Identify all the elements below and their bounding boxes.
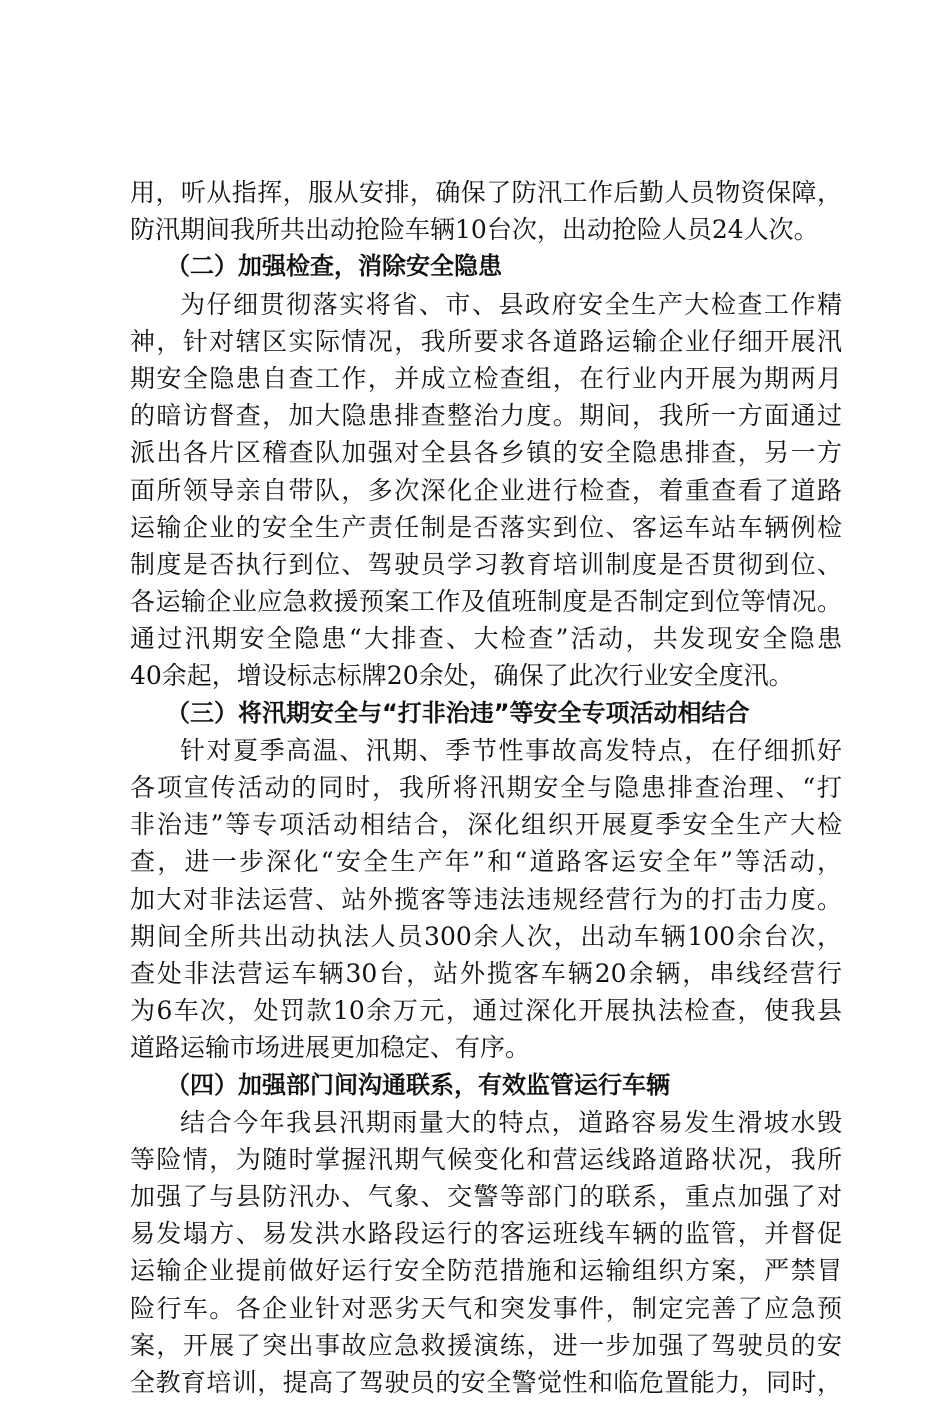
paragraph-line: 加大对非法运营、站外揽客等违法违规经营行为的打击力度。 bbox=[130, 884, 842, 914]
section-heading: （四）加强部门间沟通联系，有效监管运行车辆 bbox=[166, 1070, 670, 1099]
section-heading: （三）将汛期安全与“打非治违”等安全专项活动相结合 bbox=[166, 698, 750, 727]
paragraph-line: 派出各片区稽查队加强对全县各乡镇的安全隐患排查，另一方 bbox=[130, 438, 842, 468]
paragraph-line: 为6车次，处罚款10余万元，通过深化开展执法检查，使我县 bbox=[130, 996, 842, 1026]
paragraph-line: 案，开展了突出事故应急救援演练，进一步加强了驾驶员的安 bbox=[130, 1330, 842, 1360]
paragraph-first-line: 为仔细贯彻落实将省、市、县政府安全生产大检查工作精 bbox=[180, 289, 842, 319]
paragraph-line: 各项宣传活动的同时，我所将汛期安全与隐患排查治理、“打 bbox=[130, 773, 842, 802]
document-body bbox=[130, 174, 842, 1401]
paragraph-line: 运输企业的安全生产责任制是否落实到位、客运车站车辆例检 bbox=[130, 512, 842, 542]
paragraph-line: 神，针对辖区实际情况，我所要求各道路运输企业仔细开展汛 bbox=[130, 326, 842, 356]
paragraph-line: 全教育培训，提高了驾驶员的安全警觉性和临危置能力，同时， bbox=[130, 1368, 842, 1397]
paragraph-line: 面所领导亲自带队，多次深化企业进行检查，着重查看了道路 bbox=[130, 475, 842, 505]
section-heading: （二）加强检查，消除安全隐患 bbox=[166, 252, 502, 281]
paragraph-line: 防汛期间我所共出动抢险车辆10台次，出动抢险人员24人次。 bbox=[130, 215, 819, 245]
paragraph-line: 期间全所共出动执法人员300余人次，出动车辆100余台次， bbox=[130, 921, 842, 951]
paragraph-line: 加强了与县防汛办、气象、交警等部门的联系，重点加强了对 bbox=[130, 1182, 842, 1212]
paragraph-first-line: 结合今年我县汛期雨量大的特点，道路容易发生滑坡水毁 bbox=[180, 1107, 842, 1137]
paragraph-line: 制度是否执行到位、驾驶员学习教育培训制度是否贯彻到位、 bbox=[130, 549, 842, 579]
paragraph-line: 运输企业提前做好运行安全防范措施和运输组织方案，严禁冒 bbox=[130, 1256, 842, 1286]
paragraph-line: 等险情，为随时掌握汛期气候变化和营运线路道路状况，我所 bbox=[130, 1144, 842, 1174]
paragraph-line: 的暗访督查，加大隐患排查整治力度。期间，我所一方面通过 bbox=[130, 401, 842, 431]
paragraph-line: 道路运输市场进展更加稳定、有序。 bbox=[130, 1033, 531, 1063]
paragraph-line: 非治违”等专项活动相结合，深化组织开展夏季安全生产大检 bbox=[130, 810, 842, 840]
paragraph-line: 险行车。各企业针对恶劣天气和突发事件，制定完善了应急预 bbox=[130, 1293, 842, 1323]
paragraph-line: 用，听从指挥，服从安排，确保了防汛工作后勤人员物资保障， bbox=[130, 178, 842, 207]
paragraph-line: 期安全隐患自查工作，并成立检查组，在行业内开展为期两月 bbox=[130, 363, 842, 393]
paragraph-line: 查处非法营运车辆30台，站外揽客车辆20余辆，串线经营行 bbox=[130, 958, 842, 988]
paragraph-line: 查，进一步深化“安全生产年”和“道路客运安全年”等活动， bbox=[130, 847, 842, 877]
paragraph-first-line: 针对夏季高温、汛期、季节性事故高发特点，在仔细抓好 bbox=[180, 735, 842, 765]
paragraph-line: 各运输企业应急救援预案工作及值班制度是否制定到位等情况。 bbox=[130, 587, 842, 617]
paragraph-line: 通过汛期安全隐患“大排查、大检查”活动，共发现安全隐患 bbox=[130, 624, 842, 654]
paragraph-line: 易发塌方、易发洪水路段运行的客运班线车辆的监管，并督促 bbox=[130, 1219, 842, 1249]
paragraph-line: 40余起，增设标志标牌20余处，确保了此次行业安全度汛。 bbox=[130, 661, 794, 691]
